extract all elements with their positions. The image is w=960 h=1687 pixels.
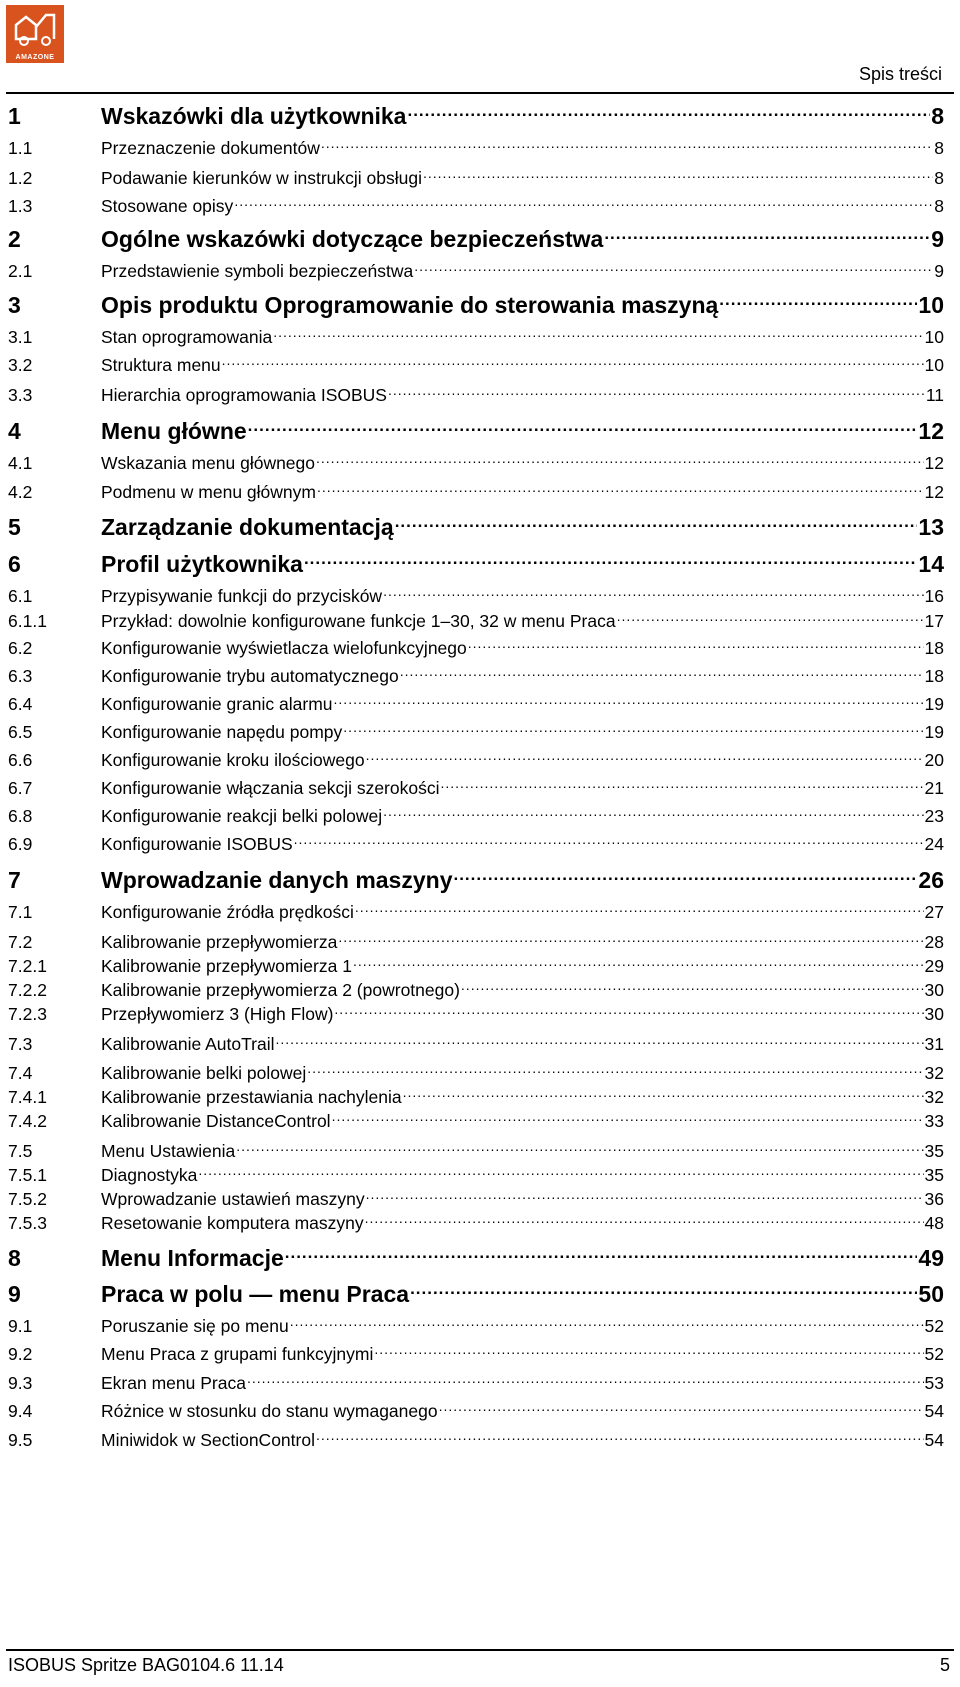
toc-entry-number: 1.2 (8, 167, 33, 188)
toc-entry-title: Kalibrowanie belki polowej (101, 1062, 307, 1083)
toc-dot-leader (383, 584, 923, 602)
toc-entry-title: Menu Ustawienia (101, 1140, 236, 1161)
toc-entry[interactable] (8, 1032, 944, 1055)
toc-dot-leader (248, 416, 918, 439)
toc-entry[interactable] (8, 776, 944, 799)
toc-entry-page: 8 (934, 195, 944, 216)
toc-entry-number: 7.4.1 (8, 1086, 47, 1107)
toc-entry[interactable] (8, 101, 944, 130)
toc-entry-title: Resetowanie komputera maszyny (101, 1212, 364, 1233)
toc-entry-title: Konfigurowanie źródła prędkości (101, 901, 354, 922)
toc-entry-page: 9 (931, 226, 944, 252)
toc-entry-number: 7.5.2 (8, 1188, 47, 1209)
toc-dot-leader (407, 101, 930, 124)
toc-entry-title: Konfigurowanie włączania sekcji szerokości (101, 777, 440, 798)
toc-entry-number: 7.3 (8, 1033, 33, 1054)
toc-entry-title: Konfigurowanie wyświetlacza wielofunkcyjnego (101, 637, 467, 658)
toc-dot-leader (334, 1002, 923, 1020)
toc-entry-number: 9 (8, 1281, 21, 1307)
toc-entry-page: 52 (924, 1343, 944, 1364)
toc-entry-number: 8 (8, 1245, 21, 1271)
toc-dot-leader (247, 1371, 924, 1389)
toc-entry-number: 6.4 (8, 693, 33, 714)
toc-entry-title: Konfigurowanie trybu automatycznego (101, 665, 399, 686)
toc-entry-page: 10 (924, 326, 944, 347)
toc-entry-number: 3.2 (8, 354, 33, 375)
toc-dot-leader (338, 930, 923, 948)
toc-dot-leader (468, 636, 924, 654)
logo-emblem-icon (6, 5, 64, 51)
toc-entry-page: 33 (924, 1110, 944, 1131)
toc-dot-leader (366, 748, 924, 766)
toc-entry-page: 8 (934, 167, 944, 188)
toc-entry-page: 21 (924, 777, 944, 798)
toc-dot-leader (307, 1061, 923, 1079)
toc-entry-page: 10 (918, 292, 944, 318)
toc-entry-title: Wskazówki dla użytkownika (101, 103, 407, 129)
toc-entry-page: 8 (934, 137, 944, 158)
toc-entry-number: 6.7 (8, 777, 33, 798)
toc-entry-title: Hierarchia oprogramowania ISOBUS (101, 384, 387, 405)
toc-entry[interactable] (8, 1371, 944, 1394)
toc-entry-number: 9.5 (8, 1429, 33, 1450)
toc-dot-leader (234, 194, 933, 212)
toc-entry-title: Podmenu w menu głównym (101, 481, 316, 502)
toc-entry-number: 9.4 (8, 1400, 33, 1421)
toc-dot-leader (316, 451, 924, 469)
toc-entry[interactable] (8, 1314, 944, 1337)
toc-entry-number: 4.1 (8, 452, 33, 473)
toc-entry-title: Kalibrowanie przepływomierza 2 (powrotnego) (101, 979, 460, 1000)
toc-entry-number: 7.5.3 (8, 1212, 47, 1233)
toc-entry-number: 9.3 (8, 1372, 33, 1393)
toc-entry-page: 30 (924, 1003, 944, 1024)
toc-entry[interactable] (8, 166, 944, 189)
toc-entry[interactable] (8, 512, 944, 541)
toc-entry-number: 6.1 (8, 585, 33, 606)
footer-divider (6, 1649, 954, 1651)
toc-entry-page: 26 (918, 867, 944, 893)
toc-entry[interactable] (8, 1002, 944, 1025)
toc-dot-leader (304, 549, 917, 572)
toc-entry-page: 12 (924, 481, 944, 502)
toc-entry[interactable] (8, 1085, 944, 1108)
footer-document-id: ISOBUS Spritze BAG0104.6 11.14 (8, 1655, 284, 1675)
toc-entry[interactable] (8, 224, 944, 253)
toc-entry-page: 48 (924, 1212, 944, 1233)
toc-entry[interactable] (8, 865, 944, 894)
toc-entry-number: 1.3 (8, 195, 33, 216)
toc-entry-page: 27 (924, 901, 944, 922)
toc-dot-leader (355, 900, 924, 918)
toc-entry-title: Profil użytkownika (101, 551, 303, 577)
toc-entry-number: 3.1 (8, 326, 33, 347)
toc-dot-leader (453, 865, 917, 888)
toc-entry-title: Przeznaczenie dokumentów (101, 137, 320, 158)
toc-entry-title: Przedstawienie symboli bezpieczeństwa (101, 260, 414, 281)
toc-entry-page: 54 (924, 1400, 944, 1421)
toc-dot-leader (353, 954, 924, 972)
toc-entry-title: Opis produktu Oprogramowanie do sterowania maszyną (101, 292, 719, 318)
toc-entry-title: Konfigurowanie kroku ilościowego (101, 749, 365, 770)
amazone-logo (6, 5, 64, 63)
toc-entry[interactable] (8, 1061, 944, 1084)
toc-dot-leader (222, 353, 924, 371)
toc-dot-leader (414, 259, 933, 277)
toc-entry-page: 29 (924, 955, 944, 976)
toc-entry[interactable] (8, 954, 944, 977)
toc-entry-title: Menu Praca z grupami funkcyjnymi (101, 1343, 374, 1364)
toc-dot-leader (461, 978, 924, 996)
toc-entry[interactable] (8, 194, 944, 217)
toc-dot-leader (332, 1109, 924, 1127)
toc-entry-page: 30 (924, 979, 944, 1000)
toc-dot-leader (719, 290, 917, 313)
toc-entry-page: 52 (924, 1315, 944, 1336)
toc-entry[interactable] (8, 1243, 944, 1272)
toc-entry-page: 35 (924, 1140, 944, 1161)
toc-entry-title: Struktura menu (101, 354, 221, 375)
toc-entry[interactable] (8, 451, 944, 474)
toc-entry-title: Podawanie kierunków w instrukcji obsługi (101, 167, 422, 188)
toc-entry-title: Kalibrowanie przepływomierza (101, 931, 338, 952)
toc-entry-page: 11 (925, 384, 944, 405)
toc-entry[interactable] (8, 1279, 944, 1308)
toc-entry[interactable] (8, 804, 944, 827)
toc-entry-title: Kalibrowanie AutoTrail (101, 1033, 275, 1054)
toc-entry[interactable] (8, 1428, 944, 1451)
toc-entry-page: 28 (924, 931, 944, 952)
header-divider (6, 92, 954, 94)
toc-entry-number: 7.5.1 (8, 1164, 47, 1185)
toc-entry-number: 4 (8, 418, 21, 444)
toc-dot-leader (403, 1085, 924, 1103)
toc-entry-page: 49 (918, 1245, 944, 1271)
toc-entry-number: 7.2.2 (8, 979, 47, 1000)
toc-entry-page: 10 (924, 354, 944, 375)
toc-entry-number: 2 (8, 226, 21, 252)
toc-dot-leader (423, 166, 933, 184)
toc-entry[interactable] (8, 1187, 944, 1210)
toc-entry[interactable] (8, 1163, 944, 1186)
toc-entry-page: 13 (918, 514, 944, 540)
toc-entry-page: 17 (924, 610, 944, 631)
toc-dot-leader (275, 1032, 923, 1050)
toc-entry-number: 7 (8, 867, 21, 893)
toc-entry-page: 53 (924, 1372, 944, 1393)
toc-entry-number: 6.8 (8, 805, 33, 826)
toc-dot-leader (388, 383, 925, 401)
toc-dot-leader (365, 1211, 924, 1229)
toc-entry-title: Kalibrowanie przepływomierza 1 (101, 955, 352, 976)
toc-dot-leader (236, 1139, 923, 1157)
toc-dot-leader (321, 136, 933, 154)
toc-entry-title: Kalibrowanie DistanceControl (101, 1110, 331, 1131)
toc-entry-number: 6.9 (8, 833, 33, 854)
toc-dot-leader (273, 325, 923, 343)
toc-entry[interactable] (8, 584, 944, 607)
toc-entry-title: Wprowadzanie ustawień maszyny (101, 1188, 365, 1209)
toc-entry-page: 16 (924, 585, 944, 606)
toc-entry[interactable] (8, 480, 944, 503)
toc-entry-page: 18 (924, 637, 944, 658)
toc-entry[interactable] (8, 636, 944, 659)
toc-entry-page: 20 (924, 749, 944, 770)
toc-entry-title: Miniwidok w SectionControl (101, 1429, 315, 1450)
toc-entry-number: 7.4 (8, 1062, 33, 1083)
toc-entry[interactable] (8, 1109, 944, 1132)
toc-entry-number: 5 (8, 514, 21, 540)
toc-entry-number: 7.2.1 (8, 955, 47, 976)
toc-dot-leader (317, 480, 924, 498)
toc-dot-leader (604, 224, 930, 247)
toc-entry[interactable] (8, 383, 944, 406)
toc-entry-title: Diagnostyka (101, 1164, 198, 1185)
toc-dot-leader (383, 804, 923, 822)
toc-entry[interactable] (8, 1399, 944, 1422)
toc-entry-page: 9 (934, 260, 944, 281)
toc-entry[interactable] (8, 290, 944, 319)
toc-entry-number: 6 (8, 551, 21, 577)
toc-dot-leader (441, 776, 924, 794)
toc-entry-page: 14 (918, 551, 944, 577)
toc-entry-page: 12 (918, 418, 944, 444)
toc-entry-page: 32 (924, 1086, 944, 1107)
toc-entry-number: 7.2 (8, 931, 33, 952)
toc-entry-title: Przypisywanie funkcji do przycisków (101, 585, 383, 606)
toc-entry[interactable] (8, 325, 944, 348)
toc-entry-page: 50 (918, 1281, 944, 1307)
toc-entry[interactable] (8, 664, 944, 687)
toc-entry-number: 7.4.2 (8, 1110, 47, 1131)
toc-dot-leader (410, 1279, 917, 1302)
toc-dot-leader (395, 512, 918, 535)
toc-dot-leader (290, 1314, 924, 1332)
toc-dot-leader (400, 664, 924, 682)
toc-entry-title: Menu Informacje (101, 1245, 284, 1271)
toc-entry-title: Konfigurowanie granic alarmu (101, 693, 333, 714)
toc-entry-title: Stosowane opisy (101, 195, 234, 216)
toc-dot-leader (198, 1163, 923, 1181)
toc-entry[interactable] (8, 1211, 944, 1234)
toc-entry[interactable] (8, 1139, 944, 1162)
toc-entry-number: 6.1.1 (8, 610, 47, 631)
toc-entry-number: 7.2.3 (8, 1003, 47, 1024)
toc-entry-title: Konfigurowanie napędu pompy (101, 721, 343, 742)
toc-entry-title: Konfigurowanie ISOBUS (101, 833, 293, 854)
toc-dot-leader (316, 1428, 924, 1446)
toc-entry-title: Ogólne wskazówki dotyczące bezpieczeństwa (101, 226, 604, 252)
toc-entry-number: 3.3 (8, 384, 33, 405)
toc-entry[interactable] (8, 832, 944, 855)
toc-entry-title: Zarządzanie dokumentacją (101, 514, 394, 540)
toc-entry-number: 3 (8, 292, 21, 318)
toc-entry[interactable] (8, 692, 944, 715)
footer-page-number: 5 (939, 1655, 950, 1675)
toc-entry-number: 4.2 (8, 481, 33, 502)
toc-entry[interactable] (8, 609, 944, 632)
toc-entry[interactable] (8, 136, 944, 159)
toc-entry-title: Wprowadzanie danych maszyny (101, 867, 453, 893)
toc-entry[interactable] (8, 720, 944, 743)
toc-entry-page: 36 (924, 1188, 944, 1209)
toc-entry-title: Stan oprogramowania (101, 326, 273, 347)
toc-dot-leader (334, 692, 924, 710)
toc-entry-title: Ekran menu Praca (101, 1372, 246, 1393)
toc-entry-number: 1.1 (8, 137, 33, 158)
toc-entry-title: Różnice w stosunku do stanu wymaganego (101, 1400, 438, 1421)
toc-entry-number: 6.5 (8, 721, 33, 742)
toc-entry-number: 7.1 (8, 901, 33, 922)
toc-entry-title: Poruszanie się po menu (101, 1315, 289, 1336)
toc-entry-title: Przykład: dowolnie konfigurowane funkcje 1–30, 32 w menu Praca (101, 610, 616, 631)
toc-entry[interactable] (8, 900, 944, 923)
toc-dot-leader (439, 1399, 924, 1417)
toc-entry-page: 32 (924, 1062, 944, 1083)
toc-entry-page: 8 (931, 103, 944, 129)
toc-entry-number: 1 (8, 103, 21, 129)
toc-dot-leader (294, 832, 924, 850)
toc-entry-number: 6.6 (8, 749, 33, 770)
toc-entry-title: Przepływomierz 3 (High Flow) (101, 1003, 334, 1024)
toc-entry[interactable] (8, 353, 944, 376)
toc-entry-title: Kalibrowanie przestawiania nachylenia (101, 1086, 402, 1107)
toc-entry-page: 23 (924, 805, 944, 826)
toc-dot-leader (366, 1187, 924, 1205)
logo-wordmark: AMAZONE (15, 54, 55, 61)
toc-dot-leader (374, 1342, 923, 1360)
toc-entry-number: 9.2 (8, 1343, 33, 1364)
toc-entry-page: 19 (924, 721, 944, 742)
toc-entry-number: 6.2 (8, 637, 33, 658)
toc-entry[interactable] (8, 978, 944, 1001)
toc-dot-leader (343, 720, 923, 738)
toc-entry[interactable] (8, 259, 944, 282)
toc-entry-number: 6.3 (8, 665, 33, 686)
toc-dot-leader (617, 609, 924, 627)
toc-entry-number: 7.5 (8, 1140, 33, 1161)
toc-entry[interactable] (8, 549, 944, 578)
toc-entry-page: 54 (924, 1429, 944, 1450)
toc-entry[interactable] (8, 930, 944, 953)
toc-entry-title: Konfigurowanie reakcji belki polowej (101, 805, 383, 826)
toc-entry-page: 35 (924, 1164, 944, 1185)
toc-entry-title: Menu główne (101, 418, 247, 444)
toc-entry-number: 2.1 (8, 260, 33, 281)
toc-entry[interactable] (8, 416, 944, 445)
toc-entry-title: Wskazania menu głównego (101, 452, 316, 473)
toc-entry-page: 19 (924, 693, 944, 714)
toc-entry-page: 12 (924, 452, 944, 473)
toc-entry-page: 24 (924, 833, 944, 854)
toc-entry-page: 18 (924, 665, 944, 686)
toc-entry-title: Praca w polu — menu Praca (101, 1281, 410, 1307)
toc-entry[interactable] (8, 1342, 944, 1365)
page-header-title: Spis treści (858, 64, 942, 84)
toc-entry-number: 9.1 (8, 1315, 33, 1336)
toc-dot-leader (285, 1243, 918, 1266)
toc-entry-page: 31 (924, 1033, 944, 1054)
toc-entry[interactable] (8, 748, 944, 771)
